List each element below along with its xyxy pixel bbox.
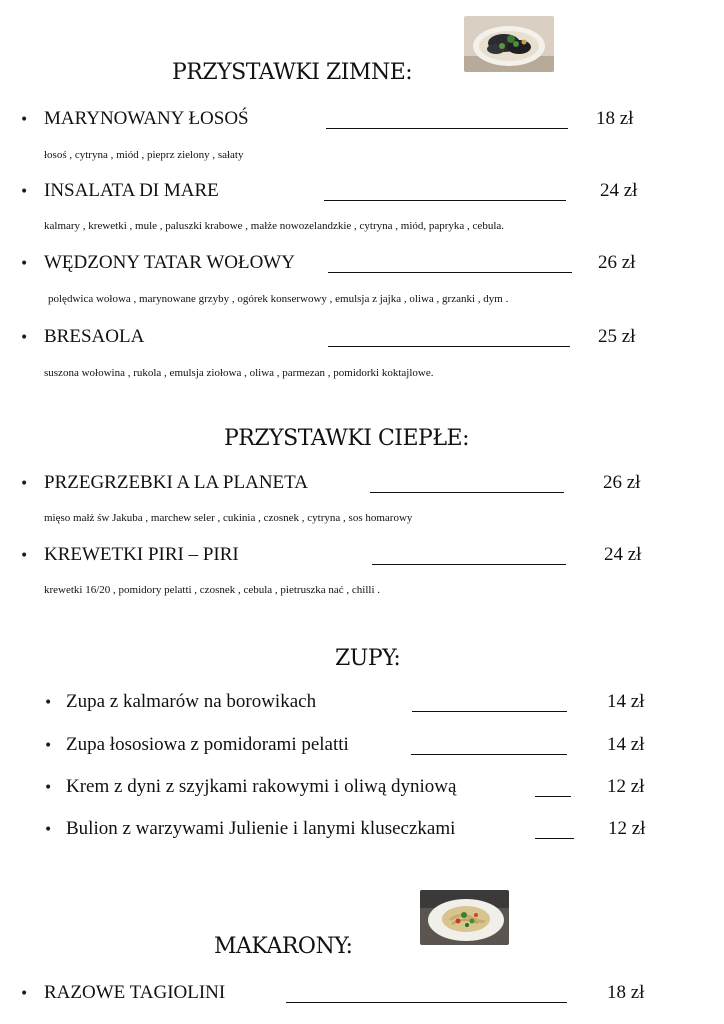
menu-item-name: KREWETKI PIRI – PIRI (44, 544, 239, 565)
leader-line (324, 200, 566, 201)
section-title-cold-starters: PRZYSTAWKI ZIMNE: (172, 60, 413, 85)
bullet-icon: • (44, 780, 53, 796)
menu-item-name: Krem z dyni z szyjkami rakowymi i oliwą dyniową (66, 776, 457, 797)
menu-item-description: krewetki 16/20 , pomidory pelatti , czosnek , cebula , pietruszka nać , chilli . (44, 584, 381, 596)
section-title-pasta: MAKARONY: (214, 934, 353, 959)
menu-item-price: 12 zł (608, 818, 646, 839)
mussels-dish-photo (464, 16, 554, 72)
leader-line (535, 796, 571, 797)
leader-line (412, 711, 567, 712)
menu-item-price: 14 zł (607, 691, 645, 712)
bullet-icon: • (44, 738, 53, 754)
menu-item-name: Bulion z warzywami Julienie i lanymi kluseczkami (66, 818, 456, 839)
bullet-icon: • (20, 330, 29, 346)
bullet-icon: • (20, 112, 29, 128)
menu-item-name: WĘDZONY TATAR WOŁOWY (44, 252, 295, 273)
bullet-icon: • (44, 822, 53, 838)
leader-line (372, 564, 566, 565)
menu-item-price: 12 zł (607, 776, 645, 797)
leader-line (535, 838, 574, 839)
menu-item-price: 26 zł (598, 252, 636, 273)
bullet-icon: • (20, 256, 29, 272)
menu-item-description: mięso małż św Jakuba , marchew seler , cukinia , czosnek , cytryna , sos homarowy (44, 512, 413, 524)
menu-item-price: 14 zł (607, 734, 645, 755)
bullet-icon: • (44, 695, 53, 711)
pasta-dish-photo (420, 890, 509, 945)
menu-item-name: RAZOWE TAGIOLINI (44, 982, 226, 1003)
leader-line (286, 1002, 567, 1003)
leader-line (328, 346, 570, 347)
bullet-icon: • (20, 548, 29, 564)
bullet-icon: • (20, 476, 29, 492)
menu-item-price: 26 zł (603, 472, 641, 493)
menu-item-price: 25 zł (598, 326, 636, 347)
menu-item-price: 24 zł (604, 544, 642, 565)
menu-item-description: kalmary , krewetki , mule , paluszki krabowe , małże nowozelandzkie , cytryna , miód, papryka , cebula. (44, 220, 505, 232)
leader-line (326, 128, 568, 129)
bullet-icon: • (20, 986, 29, 1002)
menu-item-price: 24 zł (600, 180, 638, 201)
menu-item-description: polędwica wołowa , marynowane grzyby , ogórek konserwowy , emulsja z jajka , oliwa , grzanki , dym . (48, 293, 509, 305)
leader-line (411, 754, 567, 755)
menu-item-description: łosoś , cytryna , miód , pieprz zielony , sałaty (44, 149, 244, 161)
menu-item-price: 18 zł (607, 982, 645, 1003)
menu-item-description: suszona wołowina , rukola , emulsja ziołowa , oliwa , parmezan , pomidorki koktajlowe. (44, 367, 434, 379)
menu-item-name: Zupa łososiowa z pomidorami pelatti (66, 734, 349, 755)
section-title-warm-starters: PRZYSTAWKI CIEPŁE: (224, 426, 470, 451)
menu-item-name: BRESAOLA (44, 326, 145, 347)
section-title-soups: ZUPY: (335, 646, 401, 671)
menu-item-price: 18 zł (596, 108, 634, 129)
menu-item-name: INSALATA DI MARE (44, 180, 219, 201)
menu-item-name: MARYNOWANY ŁOSOŚ (44, 108, 249, 129)
leader-line (370, 492, 564, 493)
bullet-icon: • (20, 184, 29, 200)
menu-item-name: PRZEGRZEBKI A LA PLANETA (44, 472, 308, 493)
menu-item-name: Zupa z kalmarów na borowikach (66, 691, 317, 712)
leader-line (328, 272, 572, 273)
